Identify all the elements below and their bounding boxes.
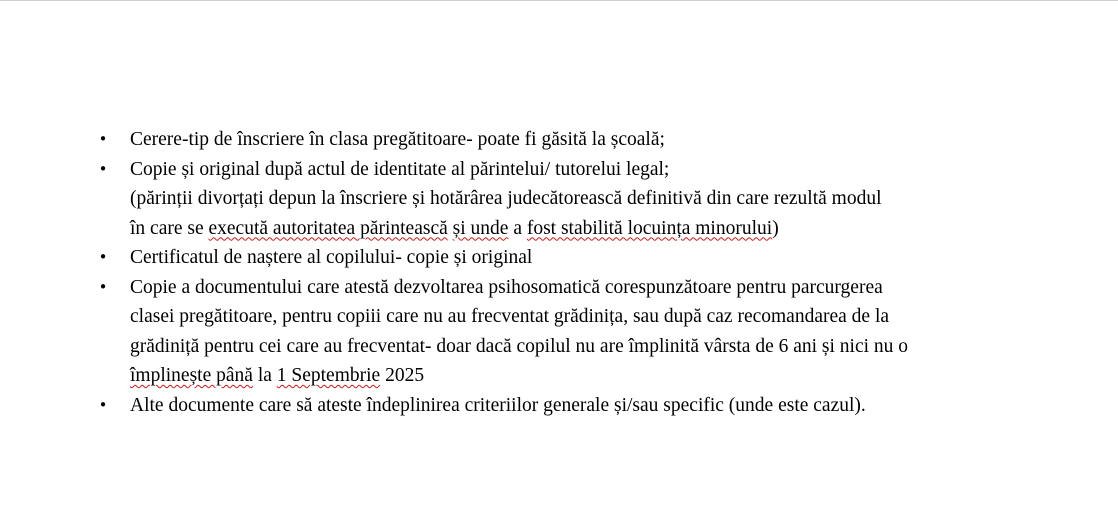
list-item-text-last-line bbox=[130, 214, 1030, 244]
list-item-application-form bbox=[0, 125, 1030, 155]
bullet-icon: • bbox=[98, 248, 108, 266]
list-item-text: Certificatul de naștere al copilului- copie și original bbox=[130, 247, 533, 268]
list-item-text: Alte documente care să ateste îndeplinirea criteriilor generale și/sau specific (unde este cazul). bbox=[130, 394, 866, 416]
list-item-identity-document bbox=[0, 155, 1030, 244]
bullet-icon: • bbox=[98, 159, 108, 178]
list-item-text-last-line bbox=[130, 361, 1030, 391]
text-segment: a bbox=[508, 217, 527, 239]
list-item-text: Copie a documentului care atestă dezvoltarea psihosomatică corespunzătoare pentru parcurgerea bbox=[130, 276, 883, 298]
list-item-text: Copie și original după actul de identitate al părintelui/ tutorelui legal; bbox=[130, 158, 670, 180]
list-item-development-document bbox=[0, 273, 1030, 391]
spellcheck-underlined-text[interactable]: execută autoritatea părintească bbox=[208, 217, 448, 239]
list-item-birth-certificate bbox=[0, 243, 1030, 273]
spellcheck-underlined-text[interactable]: 1 Septembrie bbox=[276, 365, 381, 386]
bullet-icon: • bbox=[98, 277, 108, 296]
bullet-icon: • bbox=[98, 130, 108, 148]
requirements-list bbox=[0, 125, 1030, 420]
text-segment: în care se bbox=[130, 217, 209, 239]
text-segment: 2025 bbox=[380, 365, 425, 386]
list-item-text: clasei pregătitoare, pentru copiii care nu au frecventat grădinița, sau după caz recomandarea de la bbox=[130, 306, 890, 327]
bullet-icon: • bbox=[98, 395, 108, 414]
text-segment: la bbox=[252, 365, 277, 386]
list-item-text: grădiniță pentru cei care au frecventat- doar dacă copilul nu are împlinită vârsta de 6 ani și nici nu o bbox=[130, 335, 909, 357]
spellcheck-underlined-text[interactable]: fost stabilită locuința minorului bbox=[526, 217, 773, 239]
spellcheck-underlined-text[interactable]: și unde bbox=[452, 217, 509, 239]
text-segment: ) bbox=[772, 217, 779, 239]
list-item-other-documents bbox=[0, 391, 1030, 421]
list-item-text: Cerere-tip de înscriere în clasa pregătitoare- poate fi găsită la școală; bbox=[130, 129, 665, 150]
spellcheck-underlined-text[interactable]: împlinește până bbox=[130, 365, 253, 386]
list-item-text: (părinții divorțați depun la înscriere și hotărârea judecătorească definitivă din care rezultă modul bbox=[130, 188, 882, 209]
